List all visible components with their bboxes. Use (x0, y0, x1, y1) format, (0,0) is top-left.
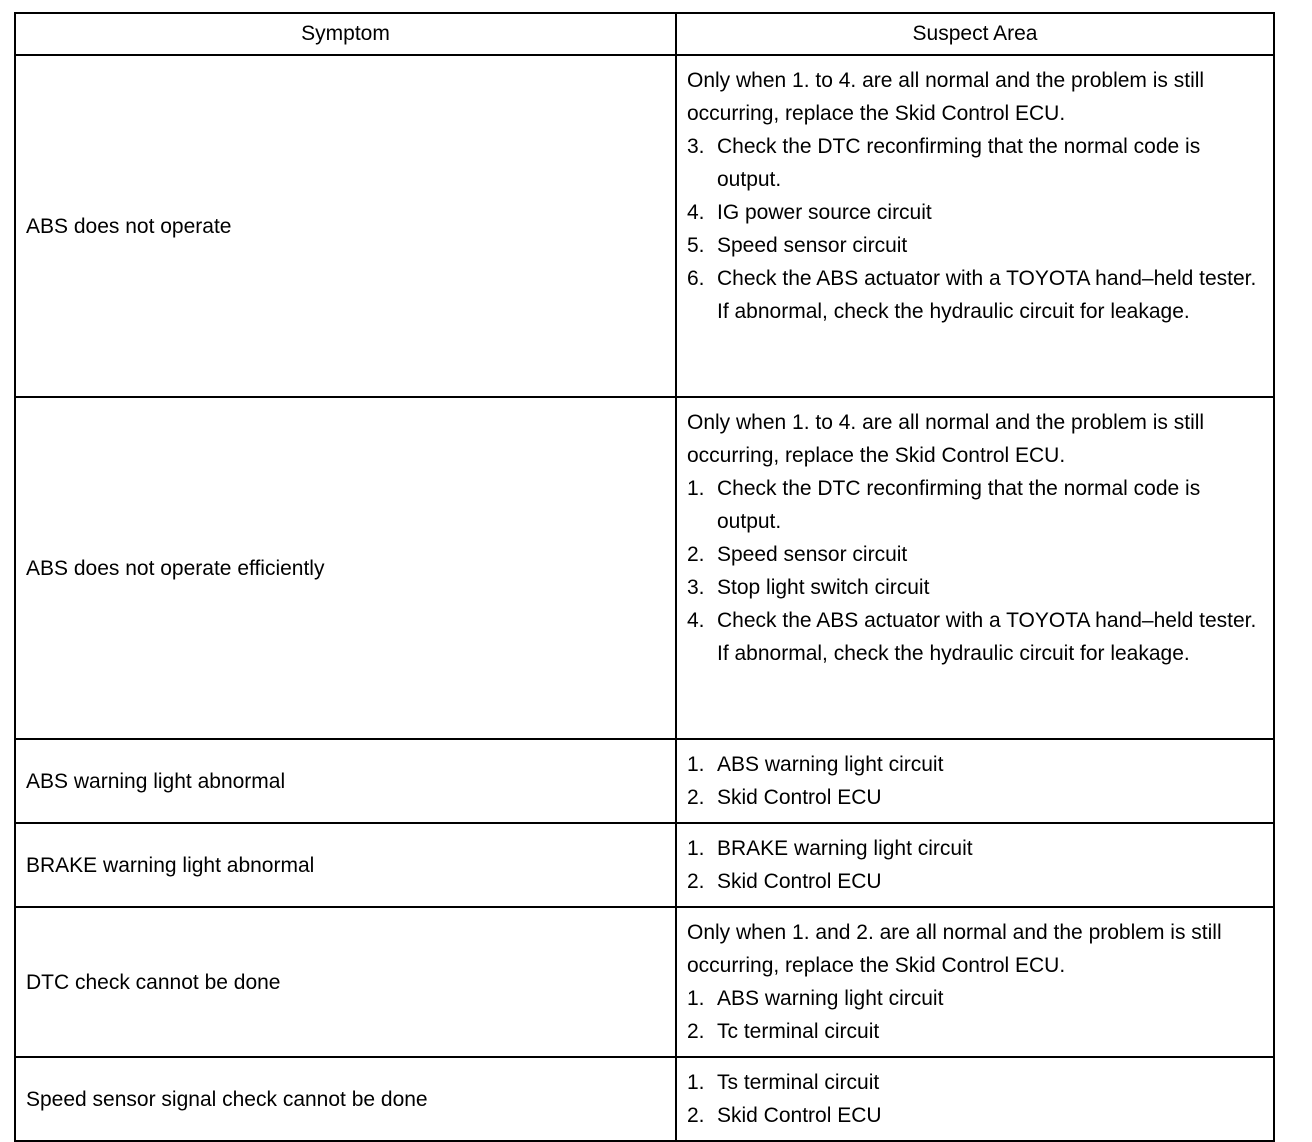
item-number: 4. (687, 201, 705, 224)
suspect-area-cell (676, 739, 1274, 823)
item-number: 1. (687, 837, 705, 860)
item-text: Speed sensor circuit (717, 234, 908, 257)
item-number: 5. (687, 234, 705, 257)
suspect-area-header: Suspect Area (676, 13, 1274, 55)
item-text: Tc terminal circuit (717, 1020, 880, 1043)
table-row (15, 823, 1274, 907)
item-number: 2. (687, 870, 705, 893)
item-text: ABS warning light circuit (717, 987, 944, 1010)
list-item (687, 229, 1263, 262)
list-item (687, 1066, 1263, 1099)
suspect-area-cell (676, 1057, 1274, 1141)
item-number: 4. (687, 609, 705, 632)
area-note: Only when 1. and 2. are all normal and the problem is still occurring, replace the Skid Control ECU. (687, 921, 1222, 977)
symptom-cell: Speed sensor signal check cannot be done (15, 1057, 676, 1141)
table-row (15, 397, 1274, 739)
area-note: Only when 1. to 4. are all normal and the problem is still occurring, replace the Skid Control ECU. (687, 69, 1205, 125)
list-item (687, 571, 1263, 604)
header-row (15, 13, 1274, 55)
item-number: 1. (687, 987, 705, 1010)
suspect-area-cell (676, 907, 1274, 1057)
list-item (687, 130, 1263, 196)
symptom-cell: ABS does not operate efficiently (15, 397, 676, 739)
item-text: BRAKE warning light circuit (717, 837, 973, 860)
item-text: Skid Control ECU (717, 870, 882, 893)
suspect-list (687, 130, 1263, 328)
symptom-cell: ABS does not operate (15, 55, 676, 397)
suspect-list (687, 472, 1263, 670)
suspect-area-cell (676, 55, 1274, 397)
item-number: 3. (687, 576, 705, 599)
item-text: Check the DTC reconfirming that the normal code is output. (717, 477, 1201, 533)
item-number: 1. (687, 477, 705, 500)
item-text: Check the DTC reconfirming that the normal code is output. (717, 135, 1201, 191)
suspect-list (687, 748, 1263, 814)
list-item (687, 1015, 1263, 1048)
list-item (687, 604, 1263, 670)
item-text: Check the ABS actuator with a TOYOTA hand–held tester. (717, 267, 1257, 290)
table-row (15, 1057, 1274, 1141)
item-text: ABS warning light circuit (717, 753, 944, 776)
item-subtext: If abnormal, check the hydraulic circuit for leakage. (717, 300, 1190, 323)
list-item (687, 982, 1263, 1015)
item-text: Ts terminal circuit (717, 1071, 880, 1094)
table-row (15, 55, 1274, 397)
suspect-area-cell (676, 397, 1274, 739)
table-row (15, 907, 1274, 1057)
item-number: 2. (687, 1104, 705, 1127)
list-item (687, 1099, 1263, 1132)
item-text: Skid Control ECU (717, 786, 882, 809)
item-text: Speed sensor circuit (717, 543, 908, 566)
item-text: Stop light switch circuit (717, 576, 930, 599)
list-item (687, 832, 1263, 865)
suspect-area-cell (676, 823, 1274, 907)
item-number: 2. (687, 543, 705, 566)
item-subtext: If abnormal, check the hydraulic circuit for leakage. (717, 642, 1190, 665)
table-row (15, 739, 1274, 823)
suspect-list (687, 832, 1263, 898)
symptom-cell: BRAKE warning light abnormal (15, 823, 676, 907)
item-number: 1. (687, 1071, 705, 1094)
item-number: 6. (687, 267, 705, 290)
list-item (687, 781, 1263, 814)
list-item (687, 196, 1263, 229)
item-text: Skid Control ECU (717, 1104, 882, 1127)
area-note: Only when 1. to 4. are all normal and the problem is still occurring, replace the Skid Control ECU. (687, 411, 1205, 467)
item-number: 1. (687, 753, 705, 776)
list-item (687, 748, 1263, 781)
item-text: Check the ABS actuator with a TOYOTA hand–held tester. (717, 609, 1257, 632)
symptom-header: Symptom (15, 13, 676, 55)
item-number: 2. (687, 1020, 705, 1043)
item-text: IG power source circuit (717, 201, 932, 224)
symptom-cell: DTC check cannot be done (15, 907, 676, 1057)
suspect-list (687, 982, 1263, 1048)
list-item (687, 472, 1263, 538)
list-item (687, 865, 1263, 898)
item-number: 3. (687, 135, 705, 158)
item-number: 2. (687, 786, 705, 809)
symptom-cell: ABS warning light abnormal (15, 739, 676, 823)
troubleshooting-table (14, 12, 1275, 1142)
list-item (687, 538, 1263, 571)
list-item (687, 262, 1263, 328)
suspect-list (687, 1066, 1263, 1132)
